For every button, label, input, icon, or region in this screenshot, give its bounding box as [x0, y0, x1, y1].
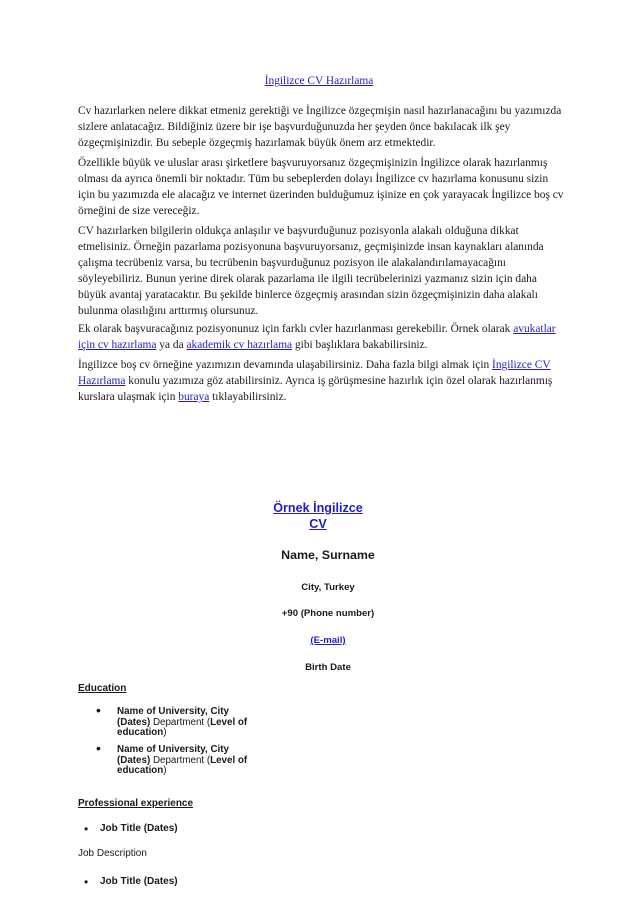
link-academic-cv[interactable]: akademik cv hazırlama: [186, 339, 293, 351]
cv-phone: +90 (Phone number): [281, 608, 375, 619]
education-item-text: [117, 745, 267, 777]
education-university: Name of University, City: [117, 706, 229, 717]
paragraph-5-text-b: konulu yazımıza göz atabilirsiniz. Ayrıca iş görüşmesine hazırlık için özel olarak hazırlanmış kurslara ulaşmak için: [78, 375, 553, 403]
bullet-icon: •: [84, 822, 89, 836]
job-description: Job Description: [78, 848, 147, 859]
paragraph-5-text-a: İngilizce boş cv örneğine yazımızın devamında ulaşabilirsiniz. Daha fazla bilgi almak için: [78, 359, 493, 371]
education-department: Department (: [150, 754, 211, 766]
bullet-icon: •: [96, 702, 101, 718]
education-dates: (Dates): [117, 716, 151, 728]
paragraph-5-text-c: tıklayabilirsiniz.: [209, 391, 287, 403]
education-dates: (Dates): [117, 754, 151, 766]
header-link[interactable]: İngilizce CV Hazırlama: [264, 75, 374, 87]
cv-birth-date: Birth Date: [305, 662, 351, 673]
header-link-row: [0, 73, 638, 89]
cv-email-link[interactable]: (E-mail): [310, 635, 346, 646]
job-title: Job Title (Dates): [100, 823, 178, 834]
link-english-cv[interactable]: İngilizce CV Hazırlama: [78, 359, 551, 387]
education-level: Level of: [210, 754, 248, 766]
cv-city: City, Turkey: [301, 582, 355, 593]
cv-name: Name, Surname: [281, 548, 375, 562]
paragraph-2: Özellikle büyük ve uluslar arası şirketlere başvuruyorsanız özgeçmişinizin İngilizce olarak hazırlanmış olması da ayrıca önemli bir noktadır. Tüm bu sebeplerden dolayı İngilizce cv hazırlama konusunu sizin için bu yazımızda ele alacağız ve internet üzerinden bulduğumuz işinize en çok yarayacak İngilizce boş cv örneğini de size vereceğiz.: [78, 157, 564, 217]
link-lawyers-cv[interactable]: avukatlar için cv hazırlama: [78, 323, 556, 351]
education-department: Department (: [150, 716, 211, 728]
paragraph-4-text-c: gibi başlıklara bakabilirsiniz.: [292, 339, 428, 351]
paragraph-4: [78, 321, 568, 353]
cv-heading-line-2[interactable]: CV: [309, 517, 327, 531]
bullet-icon: •: [96, 740, 101, 756]
education-heading: Education: [78, 683, 127, 694]
education-close: ): [163, 765, 167, 777]
link-courses[interactable]: buraya: [178, 391, 210, 403]
bullet-icon: •: [84, 875, 89, 889]
experience-heading: Professional experience: [78, 798, 194, 809]
job-title: Job Title (Dates): [100, 876, 178, 887]
education-level: Level of: [210, 716, 248, 728]
cv-heading-line-1[interactable]: Örnek İngilizce: [273, 501, 363, 515]
paragraph-1: Cv hazırlarken nelere dikkat etmeniz gerektiği ve İngilizce özgeçmişin nasıl hazırlanacağını bu yazımızda sizlere anlatacağız. Bildiğiniz üzere bir işe başvurduğunuzda her şeyden önce bakılacak ilk şey özgeçmişinizdir. Bu sebeple özgeçmiş hazırlamak büyük önem arz etmektedir.: [78, 105, 562, 149]
education-item-text: [117, 707, 267, 739]
education-level-cont: education: [117, 765, 164, 777]
education-university: Name of University, City: [117, 744, 229, 755]
paragraph-4-text-b: ya da: [156, 339, 187, 351]
education-close: ): [163, 727, 167, 739]
cv-heading: [258, 500, 378, 532]
paragraph-5: [78, 357, 568, 405]
paragraph-3: CV hazırlarken bilgilerin oldukça anlaşılır ve başvurduğunuz pozisyonla alakalı olduğuna dikkat etmelisiniz. Örneğin pazarlama pozisyonuna başvuruyorsanız, geçmişinizde insan kaynakları alanında çalışma tecrübeniz varsa, bu tecrübenin başvurduğunuz pozisyon ile alakalandırılamayacağını söyleyebiliriz. Bunun yerine direk olarak pazarlama ile ilgili tecrübelerinizi yazmanız sizin için daha büyük avantaj yaratacaktır. Bu şekilde binlerce özgeçmiş arasından sizin özgeçmişinizin daha alakalı bulunma olasılığını arttırmış olursunuz.: [78, 225, 544, 317]
cv-email-row: [228, 635, 428, 646]
paragraph-4-text-a: Ek olarak başvuracağınız pozisyonunuz için farklı cvler hazırlanması gerekebilir. Örnek olarak: [78, 323, 514, 335]
education-level-cont: education: [117, 727, 164, 739]
